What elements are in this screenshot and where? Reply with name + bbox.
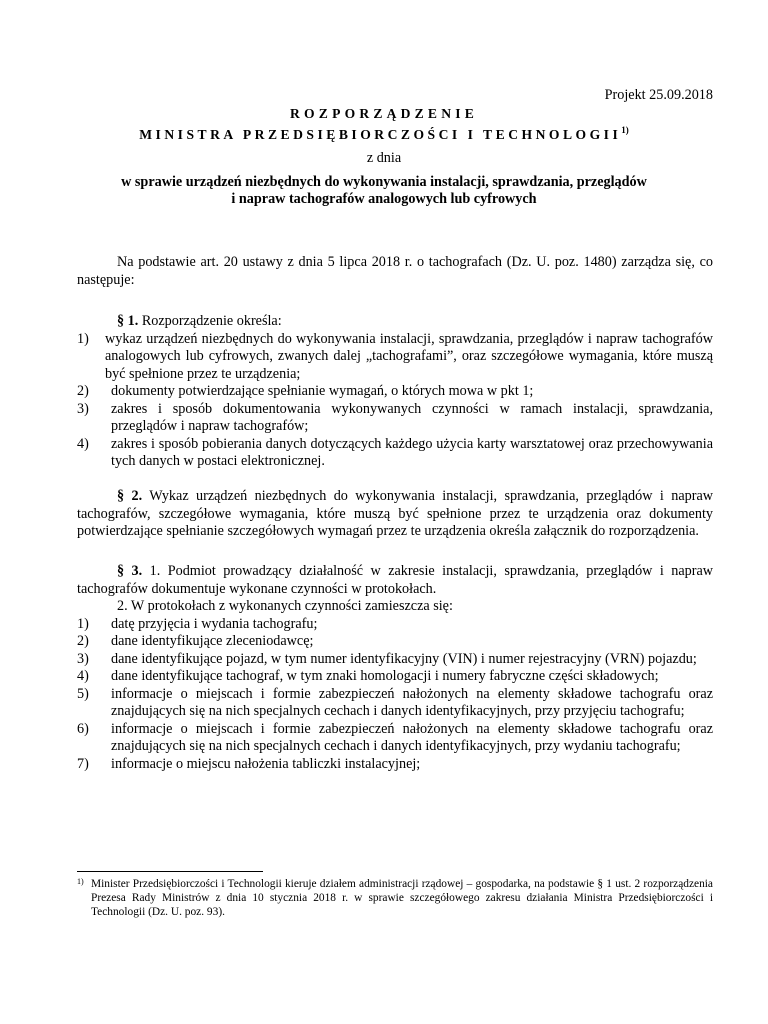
footnote-mark: 1) — [77, 877, 84, 886]
document-title: ROZPORZĄDZENIE — [290, 106, 478, 121]
list-item-number: 5) — [77, 685, 89, 702]
list-item — [77, 651, 713, 669]
list-item-number: 4) — [77, 435, 89, 452]
list-item-number: 4) — [77, 668, 89, 684]
subject-line-1: w sprawie urządzeń niezbędnych do wykonywania instalacji, sprawdzania, przeglądów — [121, 174, 647, 190]
list-item — [77, 721, 713, 756]
list-item — [77, 756, 713, 774]
section-1-list — [77, 331, 713, 471]
list-item-text: wykaz urządzeń niezbędnych do wykonywania instalacji, sprawdzania, przeglądów i napraw tachografów analogowych lub cyfrowych, zwanych dalej „tachografami”, oraz szczegółowe wymagania, które muszą być spełnione przez te urządzenia; — [105, 330, 713, 382]
list-item-text: informacje o miejscach i formie zabezpieczeń nałożonych na elementy składowe tachografu oraz znajdujących się na nich specjalnych cechach i danych identyfikacyjnych, przy wydaniu tachografu; — [111, 720, 713, 754]
list-item-number: 3) — [77, 400, 89, 417]
list-item — [77, 668, 713, 686]
list-item-text: datę przyjęcia i wydania tachografu; — [111, 615, 318, 632]
list-item-text: dokumenty potwierdzające spełnianie wymagań, o których mowa w pkt 1; — [111, 383, 534, 399]
section-3-mark: § 3. — [117, 563, 143, 579]
list-item-number: 6) — [77, 720, 89, 737]
issuing-minister — [0, 126, 768, 144]
section-1-intro — [77, 313, 713, 331]
list-item — [77, 616, 713, 634]
section-2-body: Wykaz urządzeń niezbędnych do wykonywania instalacji, sprawdzania, przeglądów i napraw tachografów, szczegółowe wymagania, które muszą być spełnione przez te urządzenia oraz dokumenty potwierdzające spełnianie szczegółowych wymagań przez te urządzenia określa załącznik do rozporządzenia. — [77, 488, 713, 539]
list-item-number: 1) — [77, 615, 89, 632]
list-item-text: dane identyfikujące tachograf, w tym znaki homologacji i numery fabryczne części składowych; — [111, 668, 659, 684]
section-1-mark: § 1. — [117, 313, 139, 329]
list-item-text: dane identyfikujące pojazd, w tym numer identyfikacyjny (VIN) i numer rejestracyjny (VRN) pojazdu; — [111, 650, 697, 667]
minister-name: MINISTRA PRZEDSIĘBIORCZOŚCI I TECHNOLOGII — [139, 127, 622, 142]
list-item — [77, 686, 713, 721]
list-item-text: zakres i sposób pobierania danych dotyczących każdego użycia karty warsztatowej oraz przechowywania tych danych w postaci elektronicznej. — [111, 435, 713, 469]
list-item-text: dane identyfikujące zleceniodawcę; — [111, 633, 314, 649]
section-2-mark: § 2. — [117, 488, 143, 504]
section-3-p1-text: 1. Podmiot prowadzący działalność w zakresie instalacji, sprawdzania, przeglądów i napraw tachografów dokumentuje wykonane czynności w protokołach. — [77, 563, 713, 597]
subject — [100, 174, 668, 208]
list-item-text: informacje o miejscach i formie zabezpieczeń nałożonych na elementy składowe tachografu oraz znajdujących się na nich specjalnych cechach i danych identyfikacyjnych, przy przyjęciu tachografu; — [111, 685, 713, 719]
list-item-number: 2) — [77, 383, 89, 399]
list-item-number: 1) — [77, 330, 89, 347]
list-item — [77, 401, 713, 436]
section-3-paragraph-2: 2. W protokołach z wykonanych czynności zamieszcza się: — [117, 598, 453, 614]
preamble — [77, 254, 713, 289]
section-2 — [77, 488, 713, 541]
section-3 — [77, 563, 713, 773]
list-item — [77, 633, 713, 651]
section-3-list — [77, 616, 713, 774]
section-2-text — [77, 488, 713, 541]
list-item-number: 2) — [77, 633, 89, 649]
footnote — [77, 877, 713, 920]
list-item-number: 7) — [77, 755, 89, 772]
preamble-text: Na podstawie art. 20 ustawy z dnia 5 lipca 2018 r. o tachografach (Dz. U. poz. 1480) zarządza się, co następuje: — [77, 254, 713, 288]
project-date: Projekt 25.09.2018 — [604, 87, 713, 103]
list-item-text: zakres i sposób dokumentowania wykonywanych czynności w ramach instalacji, sprawdzania, przeglądów i napraw tachografów; — [111, 400, 713, 434]
section-1 — [77, 313, 713, 471]
list-item — [77, 436, 713, 471]
footnote-separator — [77, 871, 263, 872]
section-1-intro-text: Rozporządzenie określa: — [141, 313, 282, 329]
list-item — [77, 331, 713, 384]
list-item-number: 3) — [77, 650, 89, 667]
subject-line-2: i napraw tachografów analogowych lub cyfrowych — [231, 191, 537, 207]
list-item — [77, 383, 713, 401]
date-line: z dnia — [366, 150, 402, 166]
section-3-paragraph-1 — [77, 563, 713, 598]
footnote-reference[interactable]: 1) — [621, 125, 629, 135]
list-item-text: informacje o miejscu nałożenia tabliczki instalacyjnej; — [111, 755, 421, 772]
footnote-text: Minister Przedsiębiorczości i Technologii kieruje działem administracji rządowej – gospodarka, na podstawie § 1 ust. 2 rozporządzenia Prezesa Rady Ministrów z dnia 10 stycznia 2018 r. w sprawie szczegółowego zakresu działania Ministra Przedsiębiorczości i Technologii (Dz. U. poz. 93). — [91, 878, 713, 919]
